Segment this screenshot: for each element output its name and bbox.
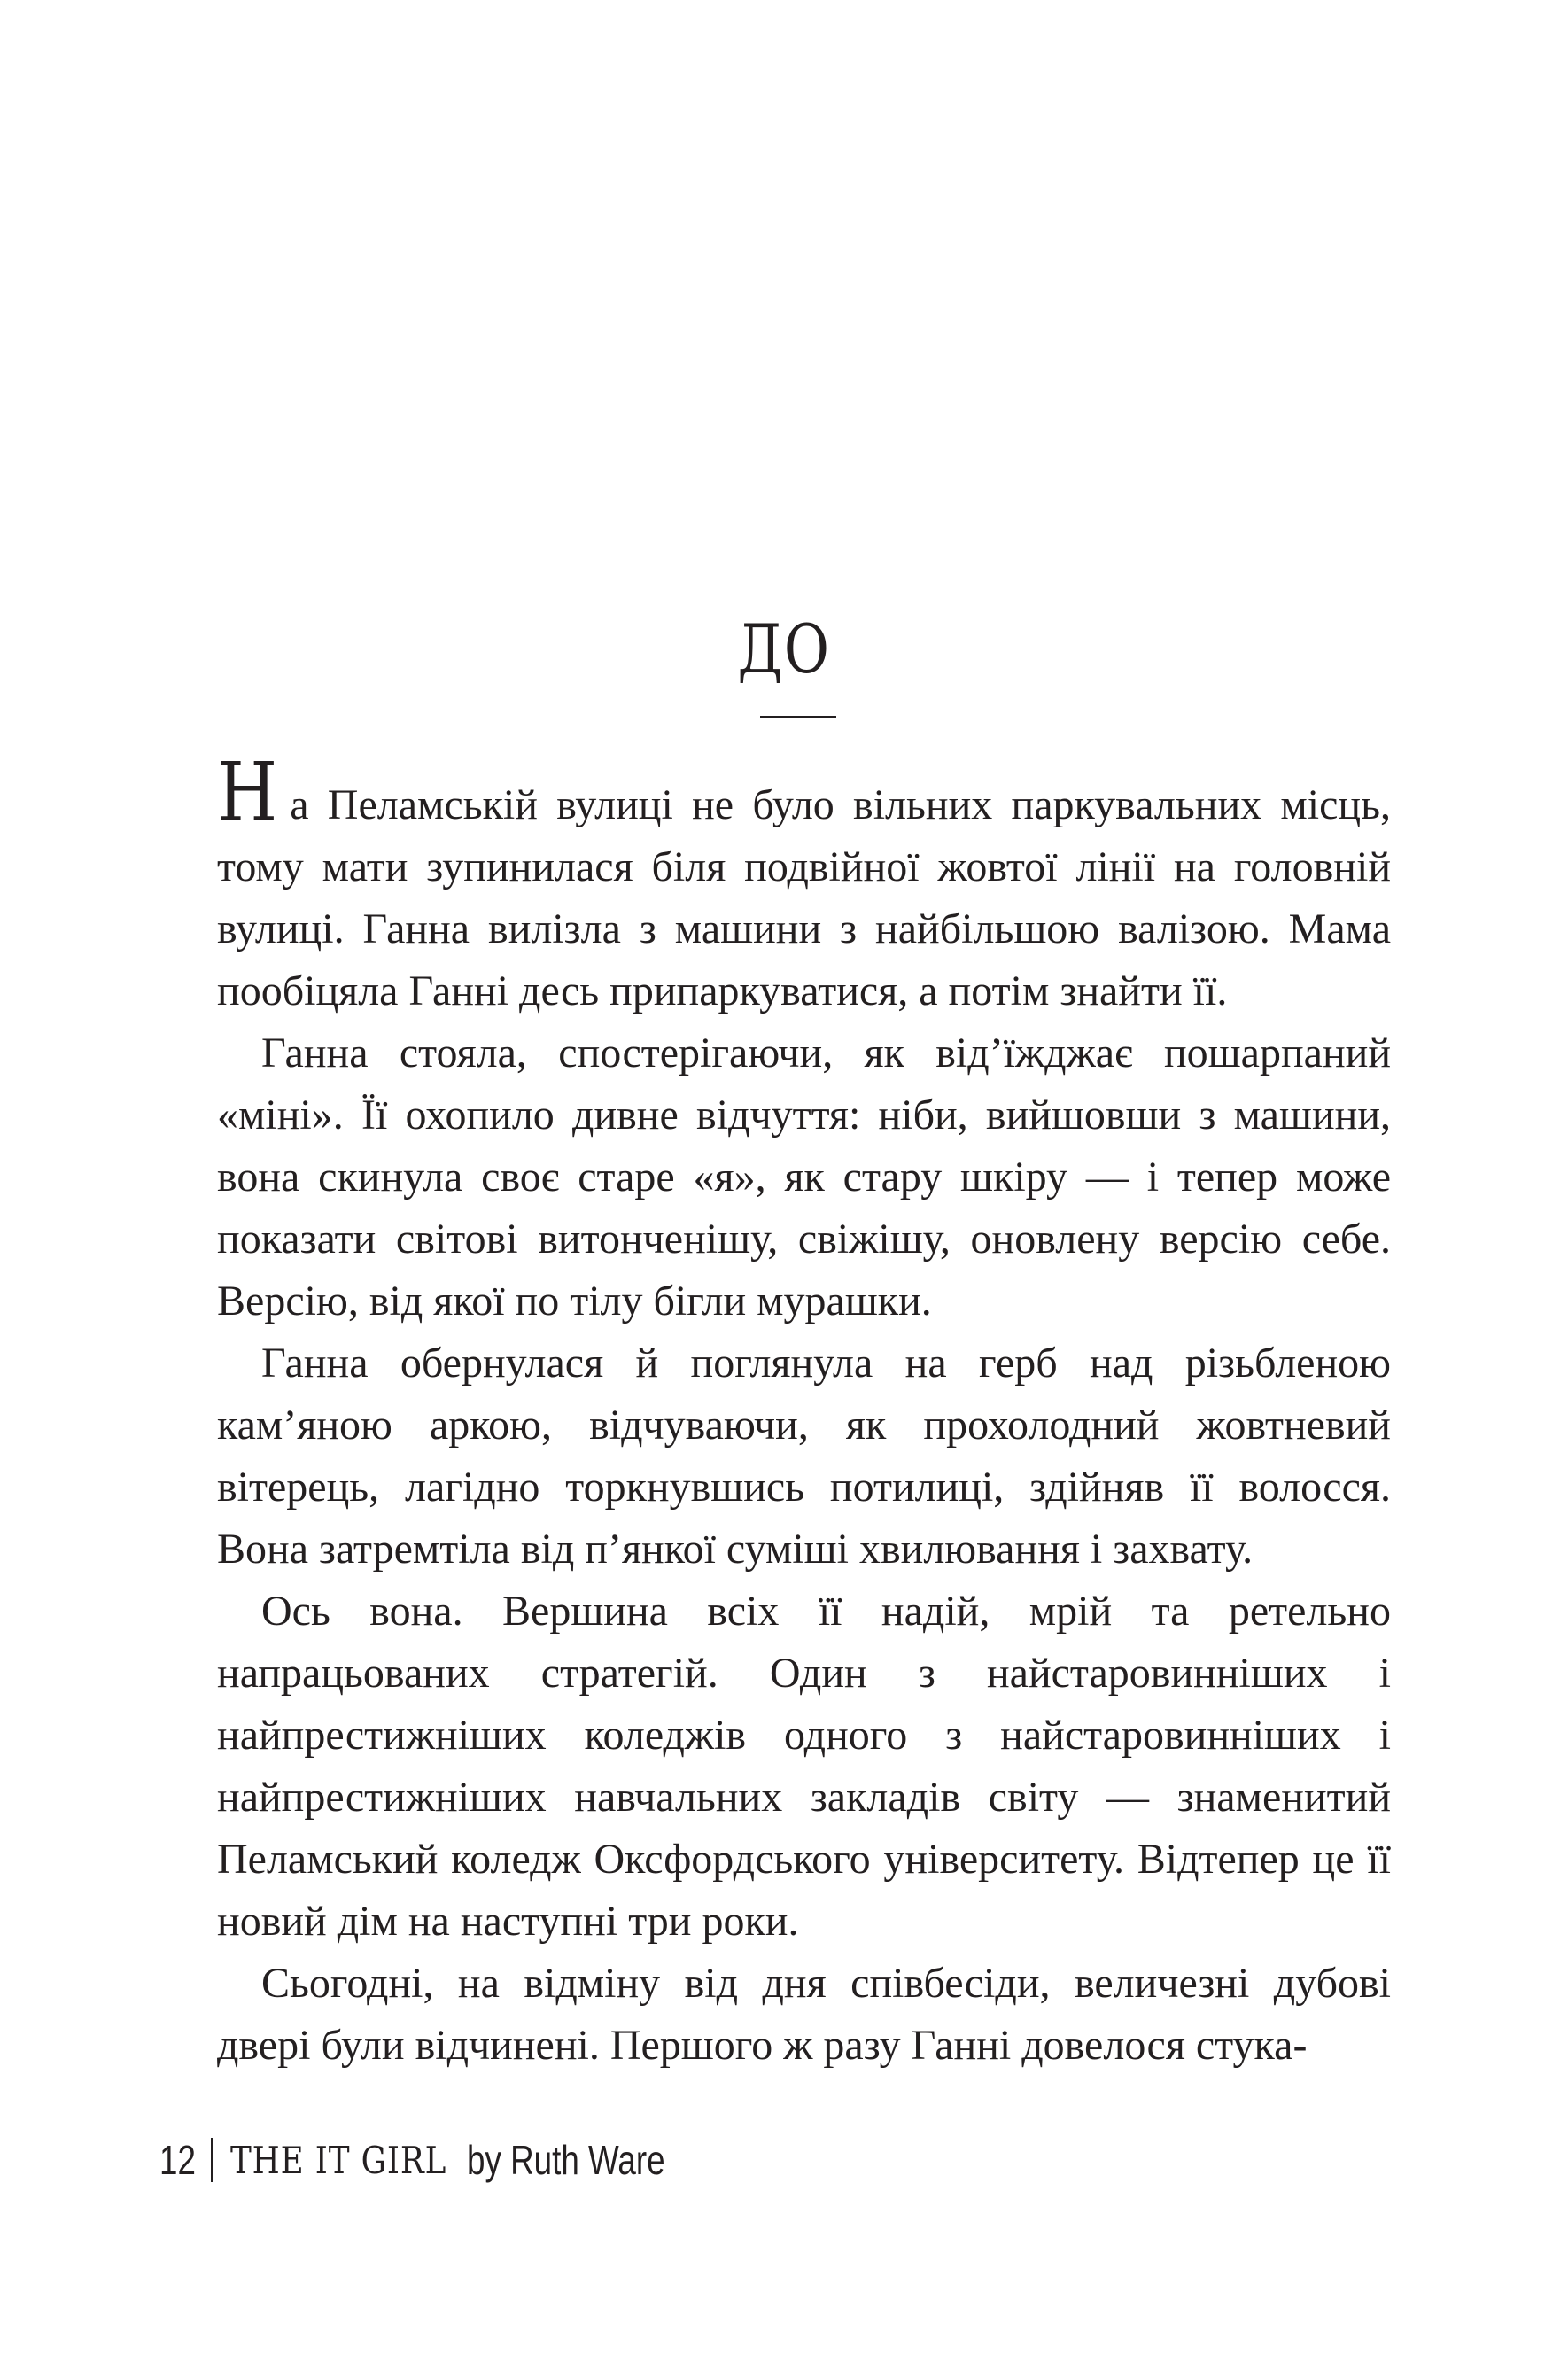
drop-cap: Н (217, 745, 278, 840)
chapter-title: ДО (737, 610, 831, 688)
paragraph-text: Сьогодні, на відміну від дня співбесіди, величезні дубові двері були відчинені. Першого ж разу Ганні довелося стука- (217, 1960, 1391, 2069)
paragraph-2 (217, 1022, 1391, 1332)
paragraph-text: Ганна стояла, спостерігаючи, як від’їжджає пошарпаний «міні». Її охопило дивне відчуття: ніби, вийшовши з машини, вона скинула своє старе «я», як стару шкіру — і тепер може показати світові витонченішу, свіжішу, оновлену версію себе. Версію, від якої по тілу бігли мурашки. (217, 1029, 1391, 1325)
chapter-heading (0, 610, 1568, 688)
paragraph-1 (217, 745, 1391, 1022)
footer-separator (211, 2138, 213, 2182)
paragraph-3 (217, 1332, 1391, 1581)
page-footer (159, 2133, 715, 2187)
page-number: 12 (159, 2137, 196, 2183)
paragraph-4 (217, 1581, 1391, 1953)
paragraph-text: Ось вона. Вершина всіх її надій, мрій та ретельно напрацьованих стратегій. Один з найстаровинніших і найпрестижніших коледжів одного з найстаровинніших і найпрестижніших навчальних закладів світу — знаменитий Пеламський коледж Оксфордського університету. Відтепер це її новий дім на наступні три роки. (217, 1588, 1391, 1945)
running-book-title: THE IT GIRL (230, 2138, 447, 2182)
running-author: by Ruth Ware (467, 2137, 665, 2183)
paragraph-text: а Пеламській вулиці не було вільних паркувальних місць, тому мати зупинилася біля подвійної жовтої лінії на головній вулиці. Ганна вилізла з машини з найбільшою валізою. Мама пообіцяла Ганні десь припаркуватися, а потім знайти її. (217, 781, 1391, 1014)
chapter-title-underline (760, 716, 836, 718)
paragraph-5 (217, 1953, 1391, 2077)
paragraph-text: Ганна обернулася й поглянула на герб над різьбленою кам’яною аркою, відчуваючи, як прохолодний жовтневий вітерець, лагідно торкнувшись потилиці, здійняв її волосся. Вона затремтіла від п’янкої суміші хвилювання і захвату. (217, 1340, 1391, 1573)
chapter-body (217, 745, 1391, 2077)
